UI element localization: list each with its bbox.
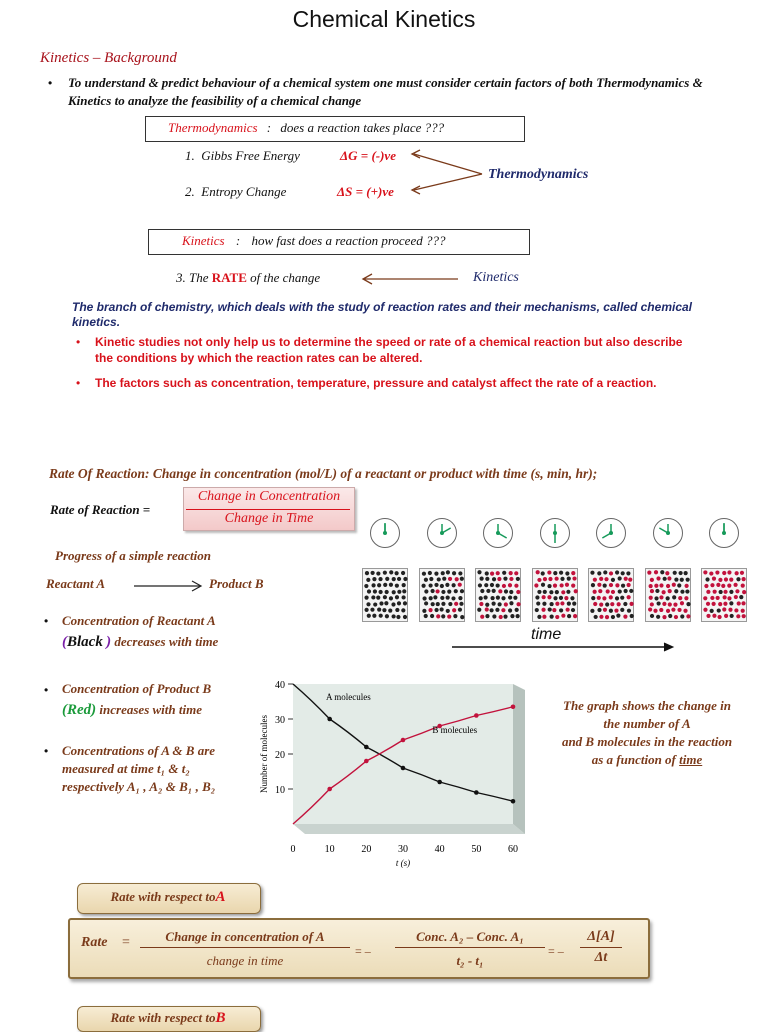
graph-caption-line3: and B molecules in the reaction: [561, 734, 733, 749]
time-label: time: [531, 626, 562, 643]
rate-eq-den1: change in time: [206, 953, 284, 968]
conc-a-paren-close: ): [106, 634, 112, 650]
rate-b-pill-text: [77, 1010, 259, 1027]
data-point-a: [401, 766, 406, 771]
rate-fraction-bar: [186, 509, 350, 510]
kinetics-label: Kinetics: [182, 233, 225, 248]
data-point-a: [474, 790, 479, 795]
rate-a-pill-text: [77, 889, 259, 906]
conc-b-paren-open: (: [62, 702, 67, 718]
data-point-b: [401, 738, 406, 743]
chart-floor: [293, 824, 525, 834]
rate-arrow: [360, 272, 460, 286]
rate-eq-num2: Conc. A₂ – Conc. A₁: [416, 929, 524, 944]
series-label-b: B molecules: [432, 725, 478, 735]
rate-eq-num3: Δ[A]: [587, 929, 615, 944]
red-bullet-2: The factors such as concentration, temperature, pressure and catalyst affect the rate of a reaction.: [95, 376, 657, 390]
y-tick-label: 20: [275, 750, 285, 761]
chart-plot-area: [293, 684, 513, 824]
entropy-item: [185, 184, 286, 200]
y-axis-label: Number of molecules: [259, 715, 269, 793]
page-title: Chemical Kinetics: [292, 6, 476, 32]
y-tick-label: 10: [275, 785, 285, 796]
molecule-box: [645, 568, 691, 622]
background-heading: Kinetics – Background: [40, 50, 177, 66]
y-tick-label: 40: [275, 680, 285, 691]
thermodynamics-brace-arrows: [400, 145, 490, 197]
graph-caption-line4: [536, 751, 758, 769]
rate-b-pill-label: Rate with respect to: [110, 1010, 216, 1025]
y-tick-label: 30: [275, 715, 285, 726]
gibbs-label: Gibbs Free Energy: [201, 148, 300, 163]
rate-a-pill-label: Rate with respect to: [110, 889, 216, 904]
x-tick-label: 10: [324, 844, 335, 855]
rate-fraction-numerator: Change in Concentration: [197, 489, 341, 504]
rate-eq-num1: Change in concentration of A: [165, 929, 325, 944]
bullet-dot: •: [44, 683, 49, 697]
kinetics-box-content: [182, 233, 445, 249]
bullet-dot: •: [44, 744, 49, 758]
entropy-num: 2.: [185, 184, 195, 199]
clock-icon: [709, 518, 739, 548]
bullet-dot: •: [76, 335, 81, 349]
molecule-box: [362, 568, 408, 622]
clock-icon: [483, 518, 513, 548]
conc-b-rest: increases with time: [99, 702, 202, 717]
rate-fraction-denominator: Change in Time: [224, 511, 314, 526]
data-point-a: [511, 799, 516, 804]
thermodynamics-sep: :: [266, 120, 272, 135]
conc-b-red-word: Red: [67, 702, 92, 718]
rate-item: [176, 270, 320, 286]
x-tick-label: 20: [361, 844, 372, 855]
series-label-a: A molecules: [326, 691, 371, 702]
x-tick-label: 0: [290, 844, 296, 855]
graph-caption-time: time: [679, 752, 703, 767]
conc-ab-line3: respectively A₁ , A₂ & B₁ , B₂: [62, 779, 216, 794]
graph-caption-line2: the number of A: [603, 716, 691, 731]
rate-eq-equals-2: = –: [355, 944, 371, 958]
entropy-formula: ΔS = (+)ve: [337, 184, 394, 199]
gibbs-num: 1.: [185, 148, 195, 163]
conc-b-line1: Concentration of Product B: [62, 681, 212, 696]
bullet-dot: •: [76, 376, 81, 390]
progress-title: Progress of a simple reaction: [55, 548, 211, 563]
conc-ab-line2: measured at time t₁ & t₂: [62, 761, 190, 776]
thermodynamics-question: does a reaction takes place ???: [280, 120, 445, 135]
x-axis-label: t (s): [395, 858, 411, 868]
molecule-box: [532, 568, 578, 622]
rate-eq-den2: t₂ - t₁: [456, 953, 484, 968]
rate-a-pill-letter: A: [215, 889, 226, 905]
rate-equation-label: Rate: [81, 935, 108, 950]
data-point-b: [474, 713, 479, 718]
data-point-b: [511, 704, 516, 709]
rate-item-suffix: of the change: [250, 270, 321, 285]
reactant-label: Reactant A: [46, 576, 106, 591]
graph-caption-line1: The graph shows the change in: [563, 698, 731, 713]
bullet-dot: •: [48, 76, 53, 90]
rate-of-reaction-label: Rate of Reaction =: [50, 502, 151, 517]
gibbs-formula: ΔG = (-)ve: [340, 148, 396, 163]
conc-ab-line1: Concentrations of A & B are: [62, 743, 216, 758]
bullet-dot: •: [44, 614, 49, 628]
molecule-box: [475, 568, 521, 622]
red-bullet-1: Kinetic studies not only help us to determine the speed or rate of a chemical reaction but also describe the conditions by which the reaction rates can be altered.: [95, 335, 683, 365]
data-point-b: [364, 759, 369, 764]
graph-caption: [536, 697, 758, 769]
clock-icon: [540, 518, 570, 548]
molecule-box: [701, 568, 747, 622]
conc-a-rest: decreases with time: [114, 634, 219, 649]
clock-icon: [653, 518, 683, 548]
conc-b-paren-close: ): [91, 702, 97, 718]
background-bullet: To understand & predict behaviour of a chemical system one must consider certain factors of both Thermodynamics & Kinetics to analyze the feasibility of a chemical change: [68, 75, 703, 108]
thermodynamics-label: Thermodynamics: [168, 120, 258, 135]
rate-eq-equals-1: =: [122, 935, 130, 950]
conc-b-line2: [62, 702, 202, 719]
gibbs-item: [185, 148, 300, 164]
thermodynamics-box-content: [168, 120, 444, 136]
data-point-b: [327, 787, 332, 792]
x-tick-label: 30: [398, 844, 408, 855]
rate-word: RATE: [211, 270, 247, 285]
rate-item-prefix: 3. The: [176, 270, 209, 285]
molecules-chart: [255, 672, 535, 868]
x-tick-label: 60: [508, 844, 518, 855]
rate-b-pill-letter: B: [215, 1010, 226, 1026]
branch-text: The branch of chemistry, which deals with the study of reaction rates and their mechanisms, called chemical kinetics.: [72, 300, 692, 329]
kinetics-sep: :: [235, 233, 241, 248]
rate-eq-bar3: [580, 947, 622, 948]
conc-a-line1: Concentration of Reactant A: [62, 613, 216, 628]
data-point-a: [364, 745, 369, 750]
rate-arrow-label: Kinetics: [473, 270, 519, 285]
graph-caption-line4a: as a function of: [591, 752, 676, 767]
data-point-a: [437, 780, 442, 785]
data-point-a: [327, 717, 332, 722]
rate-eq-equals-3: = –: [548, 944, 564, 958]
reaction-arrow: [132, 579, 204, 593]
conc-a-line2: [62, 634, 218, 651]
rate-eq-bar1: [140, 947, 350, 948]
x-tick-label: 40: [434, 844, 445, 855]
rate-eq-bar2: [395, 947, 545, 948]
molecule-box: [419, 568, 465, 622]
clock-icon: [596, 518, 626, 548]
clock-icon: [427, 518, 457, 548]
thermodynamics-brace-label: Thermodynamics: [488, 167, 589, 182]
time-arrow: [450, 641, 676, 653]
rate-eq-den3: Δt: [594, 950, 608, 965]
conc-a-black-word: Black: [67, 634, 103, 650]
rate-definition: Rate Of Reaction: Change in concentration (mol/L) of a reactant or product with time (s, min, hr);: [49, 466, 598, 481]
kinetics-question: how fast does a reaction proceed ???: [251, 233, 446, 248]
product-label: Product B: [209, 576, 264, 591]
conc-a-paren-open: (: [62, 634, 67, 650]
entropy-label: Entropy Change: [201, 184, 287, 199]
clock-icon: [370, 518, 400, 548]
x-tick-label: 50: [471, 844, 482, 855]
molecule-box: [588, 568, 634, 622]
